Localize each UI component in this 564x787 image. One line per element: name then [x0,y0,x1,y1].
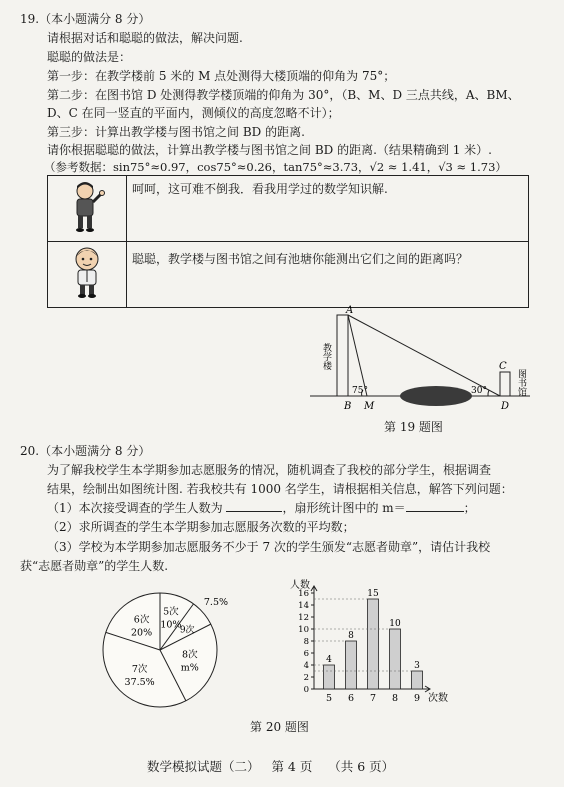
angle-30-label: 30° [471,386,487,396]
student-cell [48,242,127,308]
page-footer [147,757,394,775]
q19-step2a: 第二步：在图书馆 D 处测得教学楼顶端的仰角为 30°，（B、M、D 三点共线，A、BM、 [47,88,520,102]
teacher-speech: 呵呵，这可难不倒我．看我用学过的数学知识解. [127,176,529,242]
pie-label-pct: 20% [131,627,153,639]
label-b: B [344,401,352,412]
teaching-building [337,315,348,396]
q19-step2b: D、C 在同一竖直的平面内，测倾仪的高度忽略不计）； [47,106,340,120]
pie-label-pct: m% [180,662,199,674]
x-axis-label: 次数 [428,693,448,704]
bar-marks [314,589,423,689]
pie-label-count: 6次 [133,614,150,626]
figure-19 [300,305,540,415]
teacher-cartoon-icon [67,180,107,234]
figure-20-caption: 第 20 题图 [250,720,309,734]
q19-task: 请你根据聪聪的做法，计算出教学楼与图书馆之间 BD 的距离.（结果精确到 1 米）. [47,143,492,157]
q20-score: （本小题满分 8 分） [39,444,151,458]
y-tick-label: 2 [303,673,309,683]
q19-intro: 请根据对话和聪聪的做法，解决问题. [47,31,243,45]
footer-total: （共 6 页） [328,759,395,774]
q19-method-title: 聪聪的做法是： [47,50,132,64]
label-m: M [364,401,375,412]
y-tick-label: 10 [298,625,309,635]
pie-label-count: 7次 [131,663,148,675]
label-c: C [499,361,507,372]
q19-header [20,10,150,27]
pie-label-pct: 7.5% [203,597,229,609]
y-tick-label: 6 [303,649,309,659]
bar-data-label: 8 [348,631,354,641]
bar-x-labels [326,693,420,704]
y-tick-label: 12 [298,613,309,623]
library-building [500,372,510,396]
y-tick-label: 4 [303,661,309,671]
bar [390,629,401,689]
q20-sub3b: 获“志愿者勋章”的学生人数. [20,559,169,573]
q20-sub2: （2）求所调查的学生本学期参加志愿服务次数的平均数； [47,520,355,534]
footer-page: 第 4 页 [271,759,313,774]
bar-data-label: 10 [389,619,401,629]
bar-data-label: 4 [326,655,332,665]
q20-intro1: 为了解我校学生本学期参加志愿服务的情况，随机调查了我校的部分学生，根据调查 [47,463,492,477]
pond [400,386,472,406]
q20-sub3a: （3）学校为本学期参加志愿服务不少于 7 次的学生颁发“志愿者勋章”，请估计我校 [47,540,491,554]
q19-score: （本小题满分 8 分） [39,12,151,26]
student-cartoon-icon [67,246,107,300]
bar-data-label: 15 [367,589,379,599]
bar [324,665,335,689]
bar [412,671,423,689]
x-tick-label: 9 [413,693,421,704]
pie-chart [95,588,235,713]
sight-line-d [348,315,500,396]
label-d: D [501,401,510,412]
angle-arc-d [488,390,489,396]
pie-label-count: 8次 [182,649,198,661]
q19-step1: 第一步：在教学楼前 5 米的 M 点处测得大楼顶端的仰角为 75°； [47,69,396,83]
pie-slices [103,593,217,707]
footer-title: 数学模拟试题（二） [147,759,260,774]
dialog-table [47,175,529,308]
bar-y-ticks [298,589,314,695]
angle-75-label: 75° [352,386,368,396]
x-tick-label: 7 [369,693,377,704]
y-tick-label: 16 [298,589,309,599]
x-tick-label: 5 [325,693,333,704]
answer-blank-m[interactable] [406,499,464,512]
x-tick-label: 8 [391,693,399,704]
y-tick-label: 8 [303,637,309,647]
q20-sub1: （1）本次接受调查的学生人数为 ，扇形统计图中的 m＝ ； [47,501,476,515]
pie-label-pct: 37.5% [124,676,155,688]
q20-number: 20. [20,444,40,458]
y-tick-label: 0 [303,685,309,695]
pie-label-pct: 10% [160,619,182,631]
sight-line-m [348,315,367,396]
answer-blank-count[interactable] [226,499,282,512]
bar [368,599,379,689]
bar-chart [278,578,478,708]
building-left-label: 教学楼 [321,343,331,370]
building-right-label: 图书馆 [516,369,526,396]
q20-intro2: 结果，绘制出如图统计图. 若我校共有 1000 名学生，请根据相关信息，解答下列问题： [47,482,513,496]
pie-label-count: 5次 [163,606,179,618]
q19-number: 19. [20,12,40,26]
label-a: A [346,305,354,316]
y-axis-label: 人数 [290,580,310,591]
bar [346,641,357,689]
q19-step3: 第三步：计算出教学楼与图书馆之间 BD 的距离. [47,125,305,139]
y-tick-label: 14 [298,601,309,611]
q19-ref-data: （参考数据：sin75°≈0.97，cos75°≈0.26，tan75°≈3.73，√2 ≈ 1.41，√3 ≈ 1.73） [44,160,507,174]
pie-label-count: 9次 [179,625,195,636]
figure-19-caption: 第 19 题图 [384,420,443,434]
x-tick-label: 6 [347,693,355,704]
teacher-cell [48,176,127,242]
bar-data-label: 3 [414,661,420,671]
q20-header [20,442,150,459]
student-speech: 聪聪，教学楼与图书馆之间有池塘你能测出它们之间的距离吗？ [127,242,529,308]
